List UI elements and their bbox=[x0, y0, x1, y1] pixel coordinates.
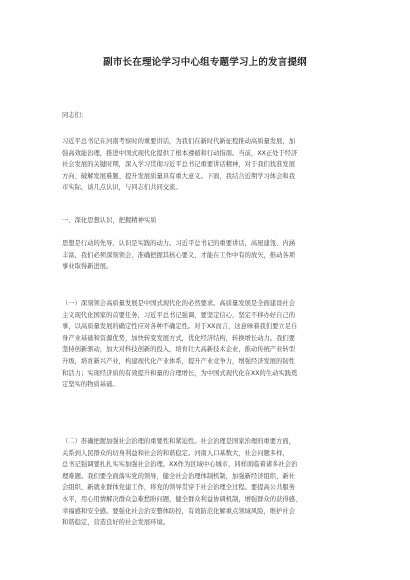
paragraph-line: 水平，用心用情解决群众急难愁盼问题，健全群众利益协调机制，增强群众的获得感、 bbox=[62, 495, 302, 503]
paragraph-line: 坚持创新驱动，加大对科技创新的投入，培育壮大高新技术企业，推动传统产业转型 bbox=[62, 346, 295, 354]
paragraph-line: 定坚实的物质基础。 bbox=[62, 381, 119, 389]
salutation: 同志们： bbox=[62, 112, 88, 119]
document-title: 副市长在理论学习中心组专题学习上的发言提纲 bbox=[103, 57, 307, 68]
subsection-one-paragraph bbox=[62, 298, 362, 391]
paragraph-line: 市实际，谈几点认识，与同志们共同交流。 bbox=[62, 184, 182, 192]
paragraph-line: 方向、破解发展难题、提升发展质量具有重大意义。下面，我结合近期学习体会和我 bbox=[62, 172, 295, 180]
paragraph-line: 习近平总书记在河南考察时的重要讲话，为我们在新时代新征程推动高质量发展，加 bbox=[62, 138, 295, 145]
paragraph-line: 事业取得新进展。 bbox=[62, 263, 113, 271]
paragraph-line: 丰富，我们必须深刻领会，准确把握其核心要义，才能在工作中有的放矢，推动各项 bbox=[62, 251, 295, 259]
paragraph-line: 主义现代化国家的首要任务，习近平总书记强调，要坚定信心，坚定不移办好自己的 bbox=[62, 311, 295, 319]
paragraph-line: 幸福感和安全感。要强化社会治安整体防控，有效防范化解重点领域风险，维护社会 bbox=[62, 507, 295, 515]
section-heading: 一、深化思想认识，把握精神实质 bbox=[62, 217, 157, 224]
paragraph-line: 思想是行动的先导，认识是实践的动力。习近平总书记的重要讲话，高屋建瓴、内涵 bbox=[62, 240, 295, 247]
paragraph-line: 升级，培育新兴产业，构建现代化产业体系，提升产业竞争力，增强经济发展的韧性 bbox=[62, 357, 295, 365]
paragraph-line: 关系到人民群众的切身利益和社会的和谐稳定。河南人口基数大，社会问题多样， bbox=[62, 449, 289, 457]
paragraph-line: 事，以高质量发展的确定性应对各种不确定性。对于XX而言，这意味着我们要立足自 bbox=[62, 323, 298, 331]
section-intro-paragraph bbox=[62, 238, 362, 273]
paragraph-line: 和谐稳定，营造良好的社会发展环境。 bbox=[62, 519, 170, 527]
paragraph-line: 身产业基础和资源优势，加快转变发展方式，优化经济结构，转换增长动力。我们要 bbox=[62, 334, 295, 342]
paragraph-line: 社会发展的关键时期，深入学习贯彻习近平总书记重要讲话精神，对于我们找准发展 bbox=[62, 161, 295, 169]
paragraph-line: 会组织、新就业群体党建工作，将党的领导贯穿于社会治理全过程。要提高公共服务 bbox=[62, 484, 295, 492]
paragraph-line: 强高效能治理，推进中国式现代化提供了根本遵循和行动指南。当前，XX正处于经济 bbox=[62, 149, 298, 157]
subsection-two-paragraph bbox=[62, 436, 362, 529]
intro-paragraph bbox=[62, 136, 362, 194]
paragraph-line: 和活力；实现经济质的有效提升和量的合理增长，为中国式现代化在XX的生动实践奠 bbox=[62, 369, 298, 377]
paragraph-line: （二）准确把握加强社会治理的重要性和紧迫性。社会治理是国家治理的重要方面， bbox=[62, 438, 295, 445]
paragraph-line: 总书记强调要扎扎实实加强社会治理。XX作为区域中心城市，同样面临着诸多社会治 bbox=[62, 461, 298, 469]
paragraph-line: 理难题。我们要全面落实党的领导，健全社会治理体制机制，加强新经济组织、新社 bbox=[62, 472, 295, 480]
paragraph-line: （一）深刻领会高质量发展是中国式现代化的必然要求。高质量发展是全面建设社会 bbox=[62, 300, 295, 307]
